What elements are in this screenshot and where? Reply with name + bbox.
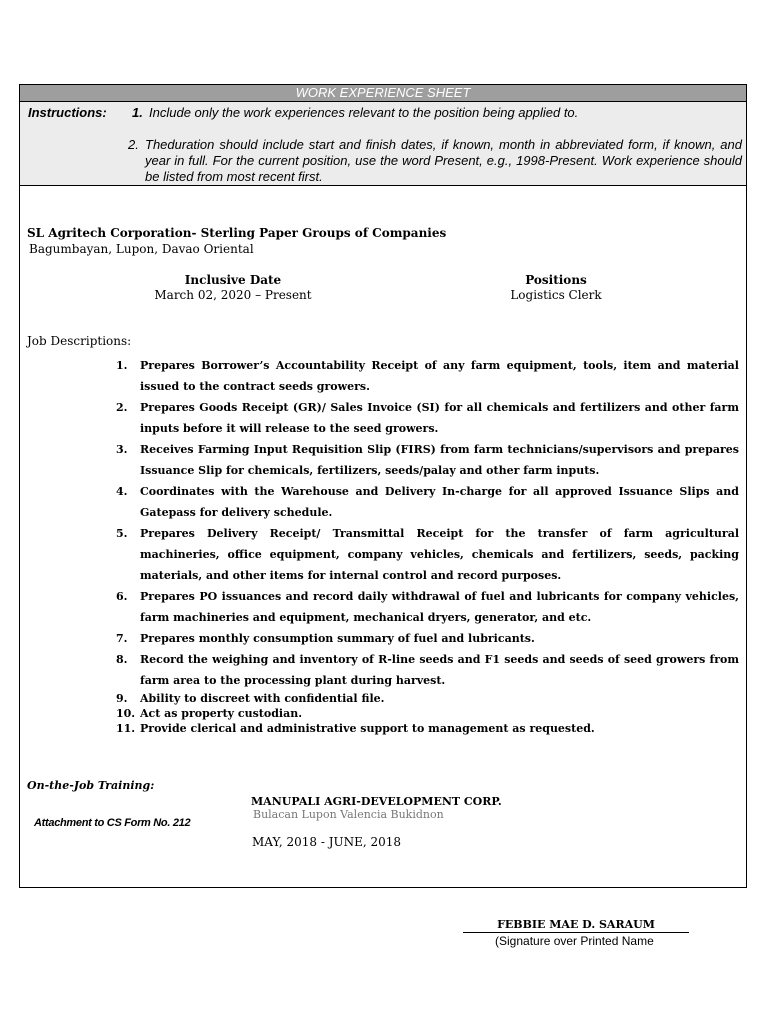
duty-number: 9.	[116, 692, 128, 705]
duty-text: Act as property custodian.	[140, 707, 303, 720]
instruction-1-text: Include only the work experiences relevant to the position being applied to.	[149, 105, 579, 120]
employer-address: Bagumbayan, Lupon, Davao Oriental	[29, 242, 254, 256]
inclusive-date-value: March 02, 2020 – Present	[154, 288, 312, 302]
list-item	[20, 586, 746, 628]
list-item	[20, 721, 746, 736]
duty-text: Prepares Borrower’s Accountability Receipt of any farm equipment, tools, item and material issued to the contract seeds growers.	[140, 359, 739, 393]
duty-number: 6.	[116, 590, 128, 603]
signature-label: (Signature over Printed Name	[495, 934, 654, 948]
duty-text: Prepares Delivery Receipt/ Transmittal Receipt for the transfer of farm agricultural machineries, office equipment, company vehicles, chemicals and fertilizers, seeds, packing materials, and other items for internal control and record purposes.	[140, 527, 739, 582]
duty-text: Coordinates with the Warehouse and Delivery In-charge for all approved Issuance Slips and Gatepass for delivery schedule.	[140, 485, 739, 519]
instruction-2-text: Theduration should include start and finish dates, if known, month in abbreviated form, if known, and year in full. For the current position, use the word Present, e.g., 1998-Present. Work experience should be listed from most recent first.	[145, 137, 742, 184]
list-item	[20, 397, 746, 439]
signature-name: FEBBIE MAE D. SARAUM	[463, 918, 689, 933]
instructions-label: Instructions:	[28, 105, 107, 120]
ojt-dates: MAY, 2018 - JUNE, 2018	[252, 835, 402, 849]
sheet-title: WORK EXPERIENCE SHEET	[20, 85, 746, 102]
ojt-company: MANUPALI AGRI-DEVELOPMENT CORP.	[251, 795, 502, 808]
list-item	[20, 355, 746, 397]
attachment-note: Attachment to CS Form No. 212	[34, 817, 191, 829]
list-item	[20, 628, 746, 649]
list-item	[20, 649, 746, 691]
duty-number: 8.	[116, 653, 128, 666]
list-item	[20, 523, 746, 586]
duty-number: 2.	[116, 401, 128, 414]
duty-number: 7.	[116, 632, 128, 645]
work-experience-sheet	[19, 84, 747, 888]
duty-text: Record the weighing and inventory of R-line seeds and F1 seeds and seeds of seed growers from farm area to the processing plant during harvest.	[140, 653, 739, 687]
duty-number: 5.	[116, 527, 128, 540]
job-duties-list	[20, 355, 746, 736]
ojt-address-obscured: Bulacan Lupon Valencia Bukidnon	[253, 808, 444, 821]
job-descriptions-label: Job Descriptions:	[27, 334, 132, 348]
duty-text: Receives Farming Input Requisition Slip (FIRS) from farm technicians/supervisors and prepares Issuance Slip for chemicals, fertilizers, seeds/palay and other farm inputs.	[140, 443, 739, 477]
duty-text: Prepares monthly consumption summary of fuel and lubricants.	[140, 632, 535, 645]
duty-text: Prepares Goods Receipt (GR)/ Sales Invoice (SI) for all chemicals and fertilizers and other farm inputs before it will release to the seed growers.	[140, 401, 739, 435]
list-item	[20, 706, 746, 721]
instruction-1-number: 1.	[132, 105, 143, 120]
instructions-box	[20, 102, 746, 186]
ojt-label: On-the-Job Training:	[27, 779, 155, 792]
duty-number: 3.	[116, 443, 128, 456]
positions-value: Logistics Clerk	[510, 288, 602, 302]
inclusive-date-header: Inclusive Date	[184, 273, 282, 287]
duty-text: Prepares PO issuances and record daily withdrawal of fuel and lubricants for company vehicles, farm machineries and equipment, mechanical dryers, generator, and etc.	[140, 590, 739, 624]
list-item	[20, 691, 746, 706]
duty-number: 11.	[116, 722, 136, 735]
employer-company: SL Agritech Corporation- Sterling Paper Groups of Companies	[27, 226, 447, 240]
duty-text: Ability to discreet with confidential file.	[140, 692, 385, 705]
duty-number: 4.	[116, 485, 128, 498]
list-item	[20, 439, 746, 481]
instruction-2-number: 2.	[128, 137, 139, 152]
positions-header: Positions	[525, 273, 587, 287]
duty-text: Provide clerical and administrative support to management as requested.	[140, 722, 595, 735]
duty-number: 1.	[116, 359, 128, 372]
duty-number: 10.	[116, 707, 136, 720]
list-item	[20, 481, 746, 523]
